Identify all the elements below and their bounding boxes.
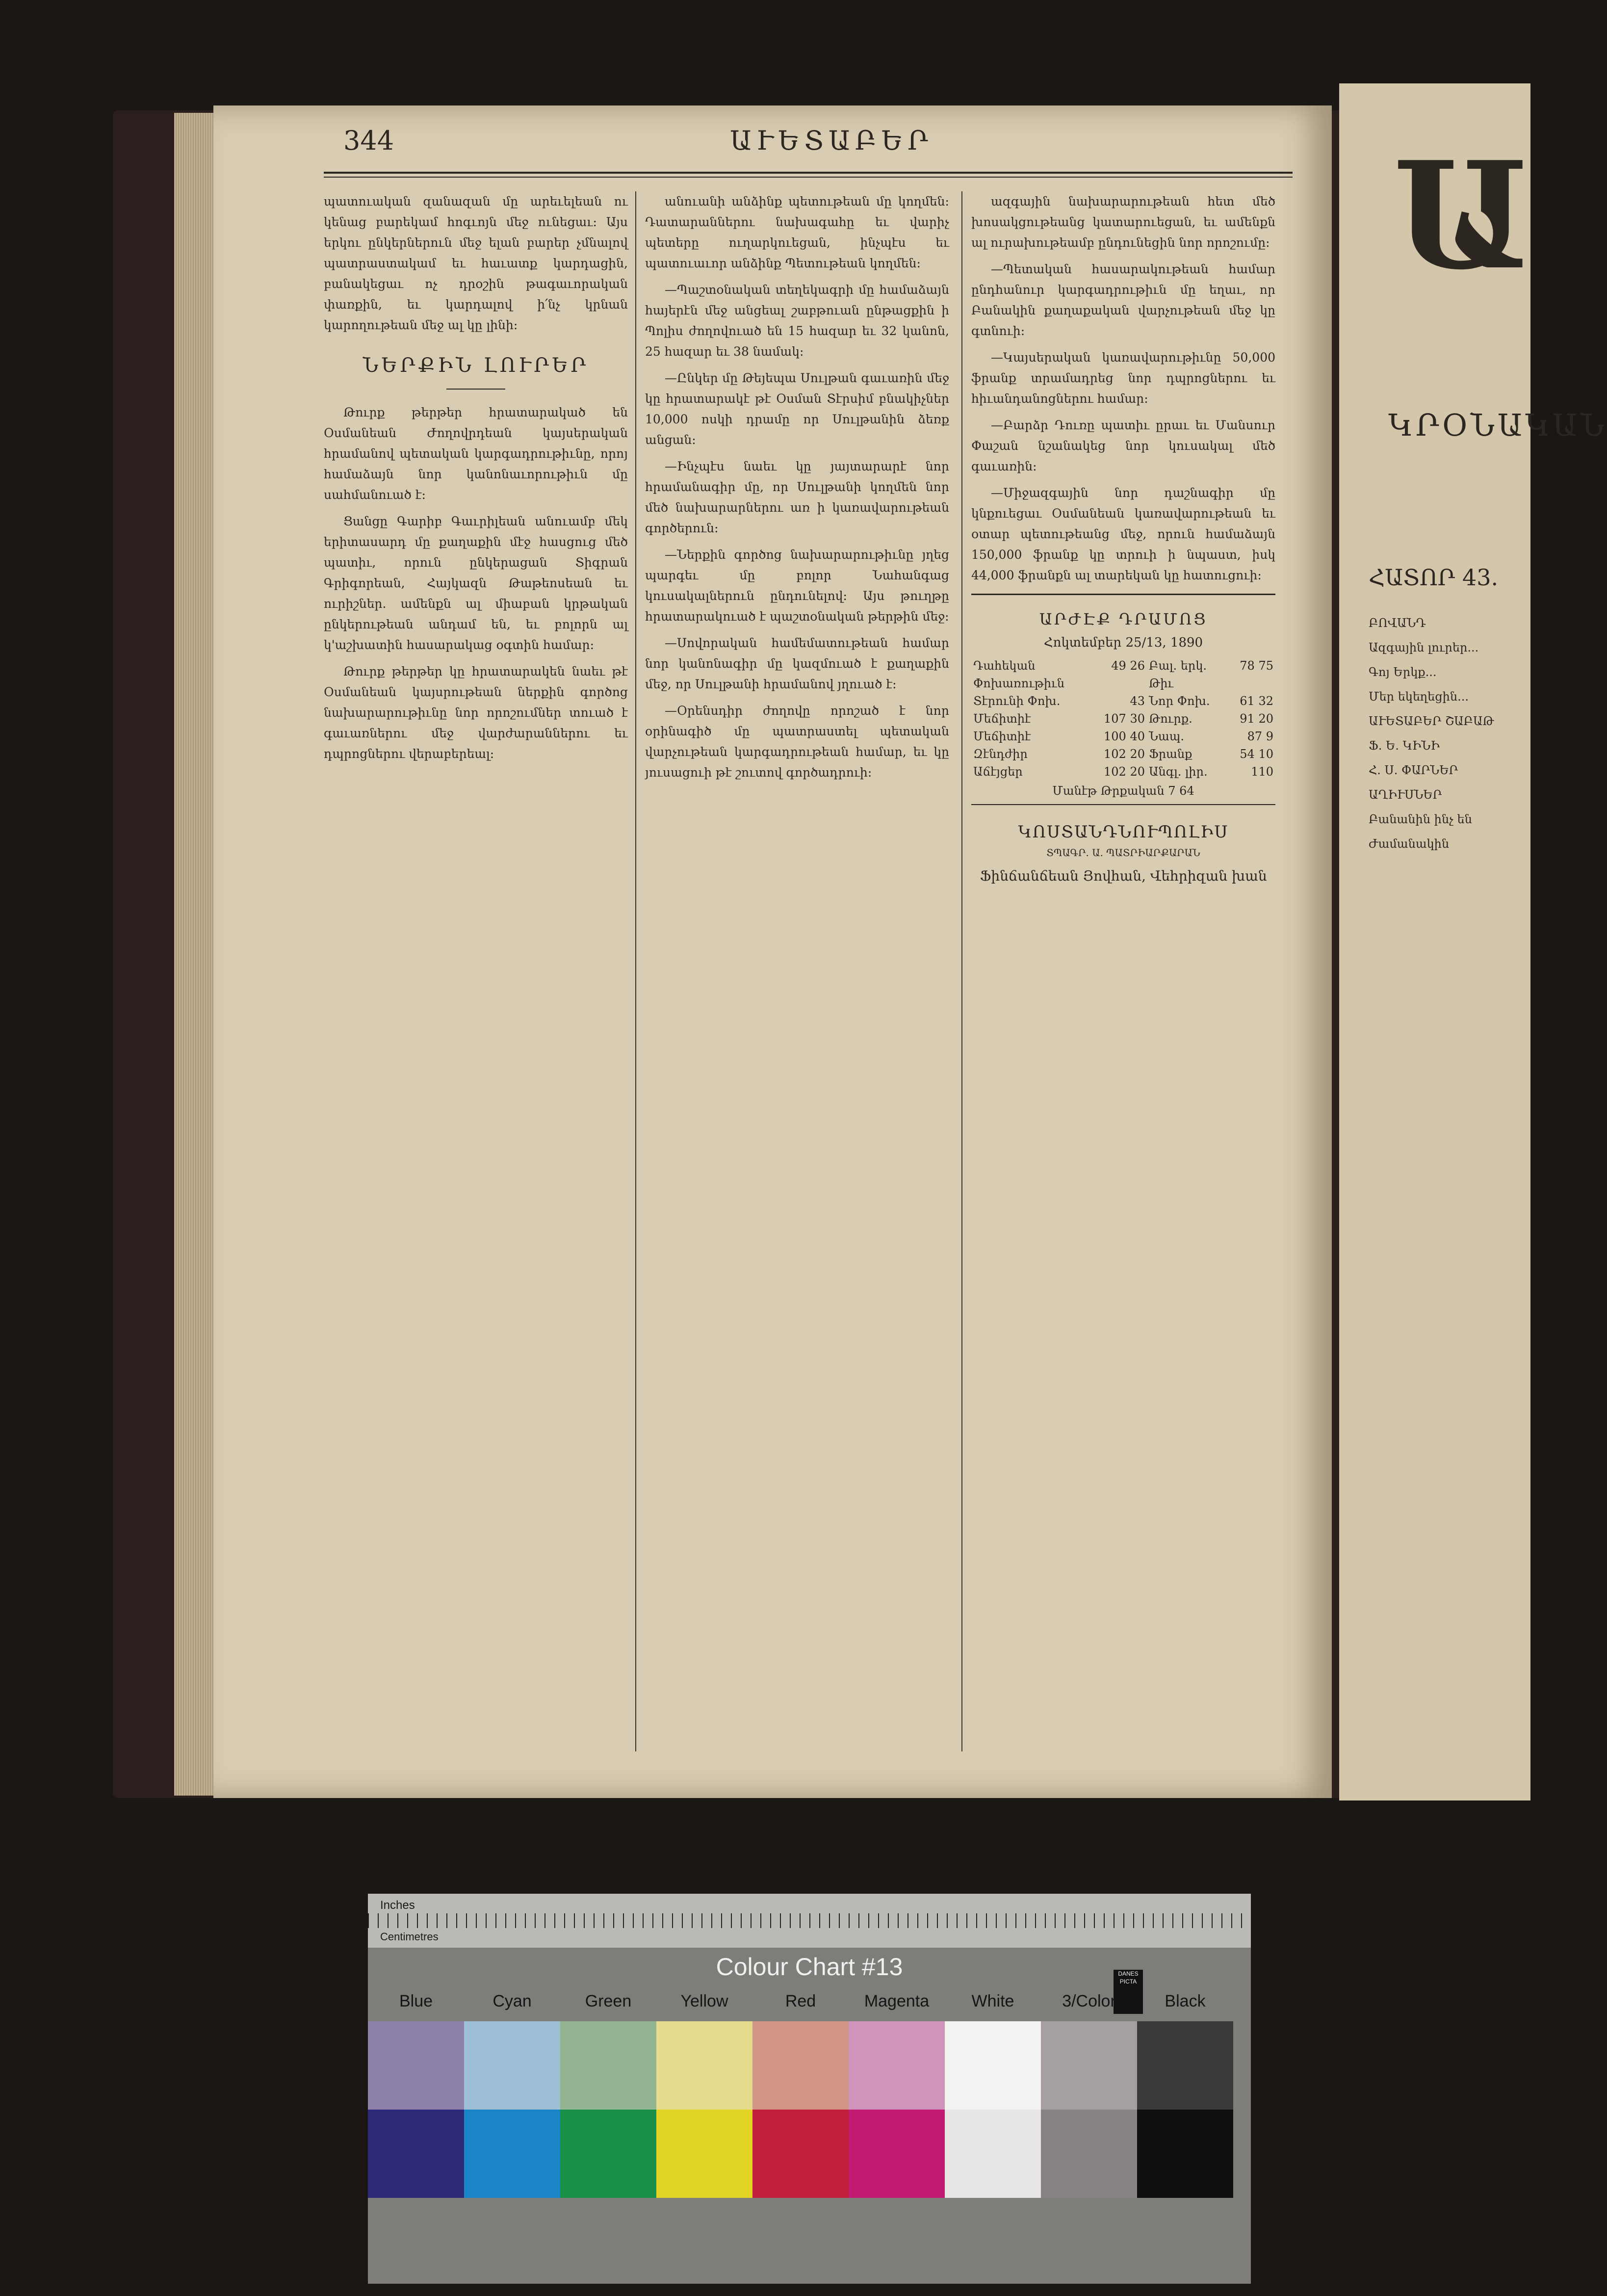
page-number: 344 bbox=[343, 125, 394, 156]
swatch-bottom-cyan bbox=[464, 2110, 560, 2198]
table-row bbox=[971, 675, 1275, 692]
rate-value: 78 75 bbox=[1240, 659, 1273, 673]
text-line: Ժամանակին bbox=[1369, 837, 1450, 851]
table-row bbox=[971, 728, 1275, 745]
rate-value: 49 26 bbox=[1111, 659, 1145, 673]
exchange-footer: Մանէթ Թրքական 7 64 bbox=[1052, 784, 1194, 798]
swatch-label: Red bbox=[785, 1992, 816, 2010]
journal-title: ԱՒԵՏԱԲԵՐ bbox=[730, 125, 933, 156]
left-page bbox=[213, 105, 1332, 1798]
right-page-text bbox=[1369, 613, 1526, 1742]
swatch-top-red bbox=[752, 2021, 849, 2110]
swatch-top-magenta bbox=[849, 2021, 945, 2110]
masthead-initial: Ա bbox=[1393, 129, 1532, 302]
rate-value: 100 40 bbox=[1104, 730, 1145, 743]
swatch-bottom-white bbox=[945, 2110, 1041, 2198]
rate-value bbox=[1228, 675, 1275, 692]
swatch-bottom-black bbox=[1137, 2110, 1233, 2198]
right-page bbox=[1339, 83, 1607, 1800]
rate-value bbox=[1090, 675, 1147, 692]
text-line: Գոյ Երկք... bbox=[1369, 665, 1437, 679]
swatch-top-blue bbox=[368, 2021, 464, 2110]
swatch-label: Cyan bbox=[492, 1992, 532, 2010]
rate-label: Բալ. երկ. bbox=[1149, 659, 1207, 673]
exchange-table bbox=[971, 657, 1275, 781]
publisher-address: Ֆինճանճեան Յովհան, Վեհրիզան խան bbox=[980, 868, 1267, 884]
exchange-date: Հոկտեմբեր 25/13, 1890 bbox=[1043, 635, 1203, 650]
text-line: Ֆ. Ե. ԿԻՆԻ bbox=[1369, 739, 1440, 753]
swatch-bottom-red bbox=[752, 2110, 849, 2198]
column-3 bbox=[971, 191, 1275, 1751]
swatch-top-yellow bbox=[656, 2021, 752, 2110]
swatch-top-cyan bbox=[464, 2021, 560, 2110]
paragraph: —Պետական հասարակութեան համար ընդհանուր կարգադրութիւն մը եղաւ, որ Բանակին քաղաքական վարչութեան մեջ կը գտնուի։ bbox=[971, 262, 1275, 338]
swatch-top-black bbox=[1137, 2021, 1233, 2110]
column-divider bbox=[961, 191, 962, 1751]
rate-label: Նոր Փոխ. bbox=[1149, 694, 1210, 708]
paragraph: —Օրենսդիր ժողովը որոշած է նոր օրինագիծ մը պատրաստել պետական վարչութեան կարգադրութեան համար, եւ կը յուսացուի թէ շուտով գործադրուի։ bbox=[645, 704, 949, 780]
chart-logo: DANES PICTA bbox=[1114, 1970, 1143, 2014]
rate-label: Անգլ. լիր. bbox=[1149, 765, 1208, 779]
intro-paragraph: պատուական զանազան մը արեւելեան ու կենաց բարեկամ հոգւոյն մեջ ունեցաւ։ Այս երկու ընկերներուն մեջ ելան բարեր չմնալով պատրաստակամ եւ հաւատք կարդացին, բանակեցաւ ոչ դրօշին թագաւորական փառքին, եւ կարդալով ի՛նչ կրնան կարողութեան մեջ ալ կը լինի։ bbox=[324, 194, 628, 332]
rate-value: 107 30 bbox=[1104, 712, 1145, 726]
swatch-bottom-magenta bbox=[849, 2110, 945, 2198]
paragraph: —Կայսերական կառավարութիւնը 50,000 ֆրանք տրամադրեց նոր դպրոցներու եւ հիւանդանոցներու համար։ bbox=[971, 350, 1275, 406]
rate-label: Նապ. bbox=[1149, 730, 1185, 743]
publisher-press: ՏՊԱԳՐ. Ա. ՊԱՏՐԻԱՐՔԱՐԱՆ bbox=[1046, 847, 1200, 859]
paragraph: —Միջազգային նոր դաշնագիր մը կնքուեցաւ Օսմանեան կառավարութեան եւ օտար պետութեանց մեջ, որուն համաձայն 150,000 ֆրանք կը տրուի ի նպաստ, իսկ 44,000 ֆրանքն ալ տարեկան կը հատուցուի։ bbox=[971, 486, 1275, 582]
paragraph: Թուրք թերթեր կը հրատարակեն նաեւ թէ Օսմանեան կայսրութեան ներքին գործոց նախարարութիւնը նոր որոշումներ տուած է գաւառներու մեջ վարժարաններու եւ դպրոցներու վերաբերեալ։ bbox=[324, 664, 628, 761]
section-title: ՆԵՐՔԻՆ ԼՈՒՐԵՐ bbox=[363, 354, 589, 377]
swatch-bottom-3-color bbox=[1041, 2110, 1137, 2198]
header-rule bbox=[324, 172, 1293, 174]
rate-value: 54 10 bbox=[1240, 747, 1273, 761]
section-rule bbox=[446, 389, 505, 390]
rate-value: 102 20 bbox=[1104, 747, 1145, 761]
paragraph: ազգային նախարարութեան հետ մեծ խոսակցութեանց կատարուեցան, եւ ամենքն ալ ուրախութեամբ ընդունեցին նոր որոշումը։ bbox=[971, 194, 1275, 250]
rate-value: 87 9 bbox=[1247, 730, 1273, 743]
rate-label: Մեճիտիէ bbox=[973, 730, 1031, 743]
column-2 bbox=[645, 191, 949, 1751]
centimetres-label: Centimetres bbox=[380, 1931, 439, 1943]
table-row bbox=[971, 692, 1275, 710]
paragraph: —Պաշտօնական տեղեկագրի մը համաձայն հայերէն մեջ անցեալ շաբթուան ընթացքին ի Պոլիս ժողովուած են 15 հազար եւ 32 կանոն, 25 հազար եւ 38 նամակ։ bbox=[645, 283, 949, 359]
text-line: Ազգային լուրեր... bbox=[1369, 641, 1479, 654]
ruler-ticks bbox=[368, 1913, 1251, 1928]
table-row bbox=[971, 657, 1275, 675]
paragraph: —Ընկեր մը Թեյեպա Սուլթան գաւառին մեջ կը հրատարակէ թէ Օսման Տէրսիմ բնակիչներ 10,000 ոսկի դրամը որ Սուլթանին ձեռք անցան։ bbox=[645, 371, 949, 447]
rate-label: Աճէյցեր bbox=[973, 765, 1023, 779]
paragraph: Թուրք թերթեր հրատարակած են Օսմանեան Ժողովրդեան կայսերական հրամանով պետական կարգադրութիւնը, որոյ համաձայն նոր կանոնաւորութիւն մը սահմանուած է։ bbox=[324, 405, 628, 502]
masthead-title: ԿՐՕՆԱԿԱՆ bbox=[1388, 407, 1607, 443]
publisher-city: ԿՈՍՏԱՆԴՆՈՒՊՈԼԻՍ bbox=[1018, 822, 1229, 842]
text-line: Բանանին ինչ են bbox=[1369, 812, 1472, 826]
paragraph: —Սովորական համեմատութեան համար նոր կանոնագիր մը կազմուած է քաղաքին մեջ, որ Սուլթանի հրամանով յղուած է։ bbox=[645, 636, 949, 691]
table-row bbox=[971, 710, 1275, 728]
rate-label: Ֆրանք bbox=[1149, 747, 1192, 761]
table-row bbox=[971, 745, 1275, 763]
rate-label: Մեճիտիէ bbox=[973, 712, 1031, 726]
swatch-label: Green bbox=[585, 1992, 632, 2010]
swatch-label: 3/Color bbox=[1062, 1992, 1116, 2010]
colour-chart bbox=[368, 1894, 1251, 2284]
table-row bbox=[971, 763, 1275, 781]
text-line: ԲՈՎԱՆԴ bbox=[1369, 616, 1426, 630]
volume-label: ՀԱՏՈՐ 43. bbox=[1369, 564, 1499, 591]
exchange-title: ԱՐԺԷՔ ԴՐԱՄՈՑ bbox=[1039, 610, 1208, 628]
rate-label: Թիւ bbox=[1149, 677, 1174, 690]
text-line: ԱՂԻՒՍՆԵՐ bbox=[1369, 788, 1442, 802]
text-line: Հ. Ս. ՓԱՐՆԵՐ bbox=[1369, 763, 1458, 777]
swatch-top-green bbox=[560, 2021, 656, 2110]
paragraph: —Ներքին գործոց նախարարութիւնը յղեց պարգեւ մը բոլոր Նահանգաց կուսակալներուն ընդունելով։ Այս թուղթը հրատարակուած է պաշտօնական թերթին մեջ։ bbox=[645, 548, 949, 624]
page-edges bbox=[174, 113, 213, 1796]
rate-value: 102 20 bbox=[1104, 765, 1145, 779]
column-divider bbox=[635, 191, 636, 1751]
swatch-top-white bbox=[945, 2021, 1041, 2110]
swatch-bottom-green bbox=[560, 2110, 656, 2198]
swatch-label: White bbox=[971, 1992, 1014, 2010]
chart-title: Colour Chart #13 bbox=[716, 1953, 903, 1981]
exchange-box bbox=[971, 594, 1275, 805]
rate-label: Զէնդժիր bbox=[973, 747, 1028, 761]
swatch-label: Yellow bbox=[680, 1992, 728, 2010]
swatch-bottom-blue bbox=[368, 2110, 464, 2198]
rate-value: 61 32 bbox=[1240, 694, 1273, 708]
swatch-label: Magenta bbox=[864, 1992, 930, 2010]
inches-label: Inches bbox=[380, 1899, 415, 1912]
swatch-top-3-color bbox=[1041, 2021, 1137, 2110]
paragraph: Ցանցը Գարիբ Գաւրիլեան անուամբ մեկ երիտասարդ մը քաղաքին մէջ հասցուց մեծ պատիւ, որուն ընկերացան Տիգրան Գրիգորեան, Հայկազն Թաթեոսեան եւ ուրիշներ. ամենքն ալ միաբան կրթական ընկերութեան անդամ են, եւ բոլորն ալ կ'աշխատին հասարակաց օգտին համար։ bbox=[324, 514, 628, 652]
column-1 bbox=[324, 191, 628, 1751]
paragraph: —Ինչպէս նաեւ կը յայտարարէ նոր հրամանագիր մը, որ Սուլթանի կողմեն նոր մեծ նախարարներու առ ի կառավարութեան գործերուն։ bbox=[645, 459, 949, 535]
rate-label: Տէրունի Փոխ. bbox=[973, 694, 1061, 708]
header-rule-thin bbox=[324, 177, 1293, 178]
rate-label: Թուրք. bbox=[1149, 712, 1192, 726]
paragraph: —Բարձր Դուռը պատիւ ըրաւ եւ Մանսուր Փաշան նշանակեց նոր կուսակալ մեծ գաւառին։ bbox=[971, 418, 1275, 473]
rate-value: 91 20 bbox=[1240, 712, 1273, 726]
rate-value: 43 bbox=[1130, 694, 1145, 708]
text-line: Մեր եկեղեցին... bbox=[1369, 690, 1469, 704]
rate-label: Փոխառութիւն bbox=[973, 677, 1064, 690]
rate-label: Դահեկան bbox=[973, 659, 1036, 673]
text-line: ԱՒԵՏԱԲԵՐ ՇԱԲԱԹ bbox=[1369, 714, 1494, 728]
swatch-bottom-yellow bbox=[656, 2110, 752, 2198]
swatch-label: Blue bbox=[399, 1992, 433, 2010]
rate-value: 110 bbox=[1251, 765, 1273, 779]
swatch-label: Black bbox=[1165, 1992, 1206, 2010]
paragraph: անուանի անձինք պետութեան մը կողմեն։ Դատարաններու նախագահը եւ վարիչ պետերը ուղարկուեցան, ինչպէս եւ պատուաւոր անձինք Պետութեան կողմեն։ bbox=[645, 194, 949, 270]
